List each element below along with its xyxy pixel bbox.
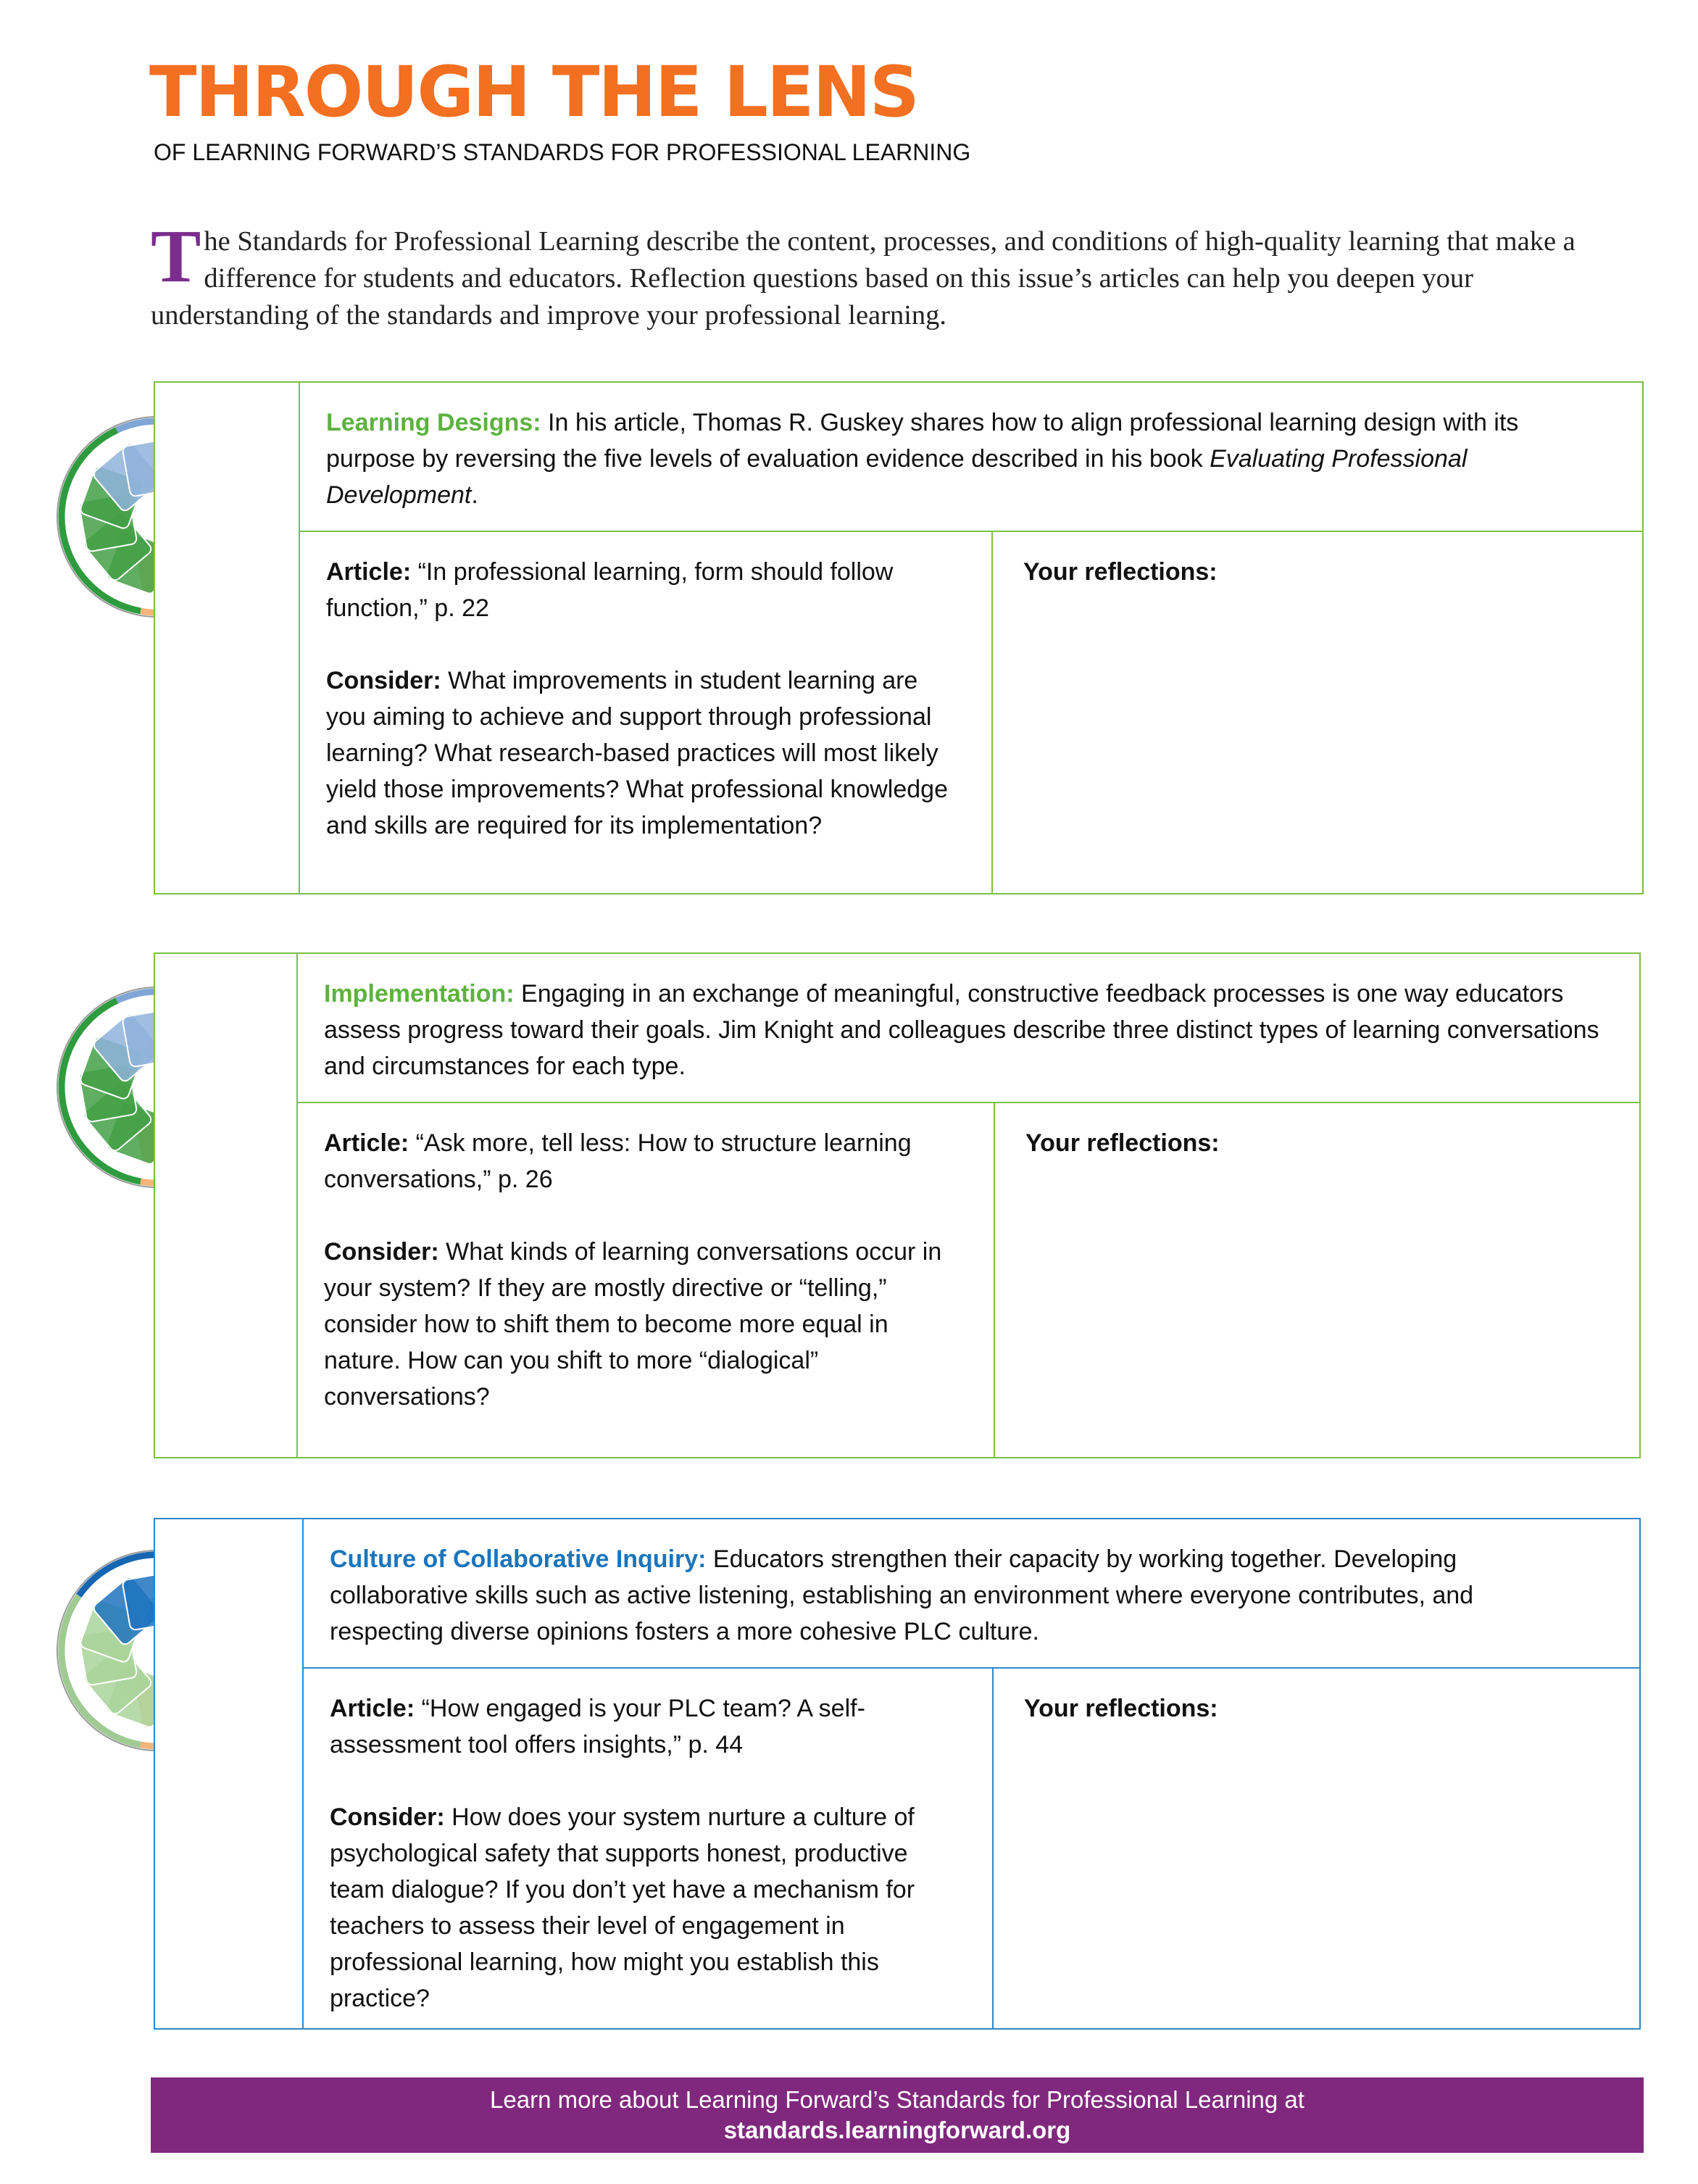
consider-label: Consider: [324,1238,439,1266]
reflections-area[interactable] [1024,1690,1218,1727]
standard-description-box [298,954,1639,1103]
standard-panel-culture-of-collaborative-inquiry [154,1518,1641,2030]
consider-question [330,1799,941,2017]
article-reference [324,1125,950,1197]
standard-description-end: . [471,481,478,509]
consider-text: What improvements in student learning are you aiming to achieve and support through professional learning? What research-based practices will most likely yield those improvements? What professional knowledge and skills are required for its implementation? [326,667,949,839]
article-label: Article: [324,1129,409,1157]
reflections-area[interactable] [1023,554,1218,590]
book-title: Evaluating Professional Development [326,445,1468,509]
article-title: “Ask more, tell less: How to structure learning conversations,” p. 26 [324,1129,912,1193]
consider-text: How does your system nurture a culture of psychological safety that supports honest, productive team dialogue? If you don’t yet have a mechanism for teachers to assess their level of engagement in professional learning, how might you establish this practice? [330,1803,915,2012]
article-title: “In professional learning, form should follow function,” p. 22 [326,558,894,622]
consider-label: Consider: [330,1803,445,1831]
article-box [298,1103,995,1457]
page-title: THROUGH THE LENS [149,51,918,133]
article-box [304,1669,994,2028]
standard-description [324,976,1610,1084]
reflections-label: Your reflections: [1025,1129,1220,1157]
standard-name: Culture of Collaborative Inquiry: [330,1545,707,1573]
consider-text: What kinds of learning conversations occur in your system? If they are mostly directive or “telling,” consider how to shift them to become more equal in nature. How can you shift to more “dialogical” conversations? [324,1238,942,1411]
standard-description-box [304,1519,1639,1669]
panel-content [299,383,1642,893]
article-label: Article: [326,558,412,586]
standard-panel-implementation [154,952,1641,1458]
consider-label: Consider: [326,667,441,694]
standard-name: Implementation: [324,980,515,1008]
standard-description-text: Educators strengthen their capacity by working together. Developing collaborative skills such as active listening, establishing an environment where everyone contributes, and respecting diverse opinions fosters a more cohesive PLC culture. [330,1545,1474,1645]
intro-dropcap: T [151,215,201,298]
footer-link[interactable]: standards.learningforward.org [723,2117,1071,2143]
article-label: Article: [330,1695,415,1722]
standard-description-text: In his article, Thomas R. Guskey shares how to align professional learning design with its purpose by reversing the five levels of evaluation evidence described in his book [326,409,1519,473]
consider-question [326,663,948,844]
article-reference [326,554,948,626]
article-title: “How engaged is your PLC team? A self-assessment tool offers insights,” p. 44 [330,1695,865,1759]
panel-content [302,1519,1639,2028]
reflections-area[interactable] [1025,1125,1220,1161]
standard-name: Learning Designs: [326,409,541,436]
intro-text: he Standards for Professional Learning describe the content, processes, and conditions of high-quality learning that make a difference for students and educators. Reflection questions based on this issue’s articles can help you deepen your understanding of the standards and improve your professional learning. [151,226,1576,331]
reflections-label: Your reflections: [1024,1695,1218,1722]
footer-text: Learn more about Learning Forward’s Standards for Professional Learning at [490,2086,1304,2113]
standard-description [326,404,1548,513]
page-subtitle: OF LEARNING FORWARD’S STANDARDS FOR PROFESSIONAL LEARNING [154,139,971,165]
standard-panel-learning-designs [154,381,1644,894]
standard-description-text: Engaging in an exchange of meaningful, constructive feedback processes is one way educators assess progress toward their goals. Jim Knight and colleagues describe three distinct types of learning conversations and circumstances for each type. [324,980,1599,1080]
intro-paragraph [151,215,1600,334]
reflections-label: Your reflections: [1023,558,1218,586]
standard-description [330,1541,1589,1650]
article-reference [330,1690,941,1763]
standard-description-box [300,383,1642,532]
consider-question [324,1234,950,1415]
footer-banner [151,2077,1644,2153]
panel-content [296,954,1639,1457]
article-box [300,532,993,893]
